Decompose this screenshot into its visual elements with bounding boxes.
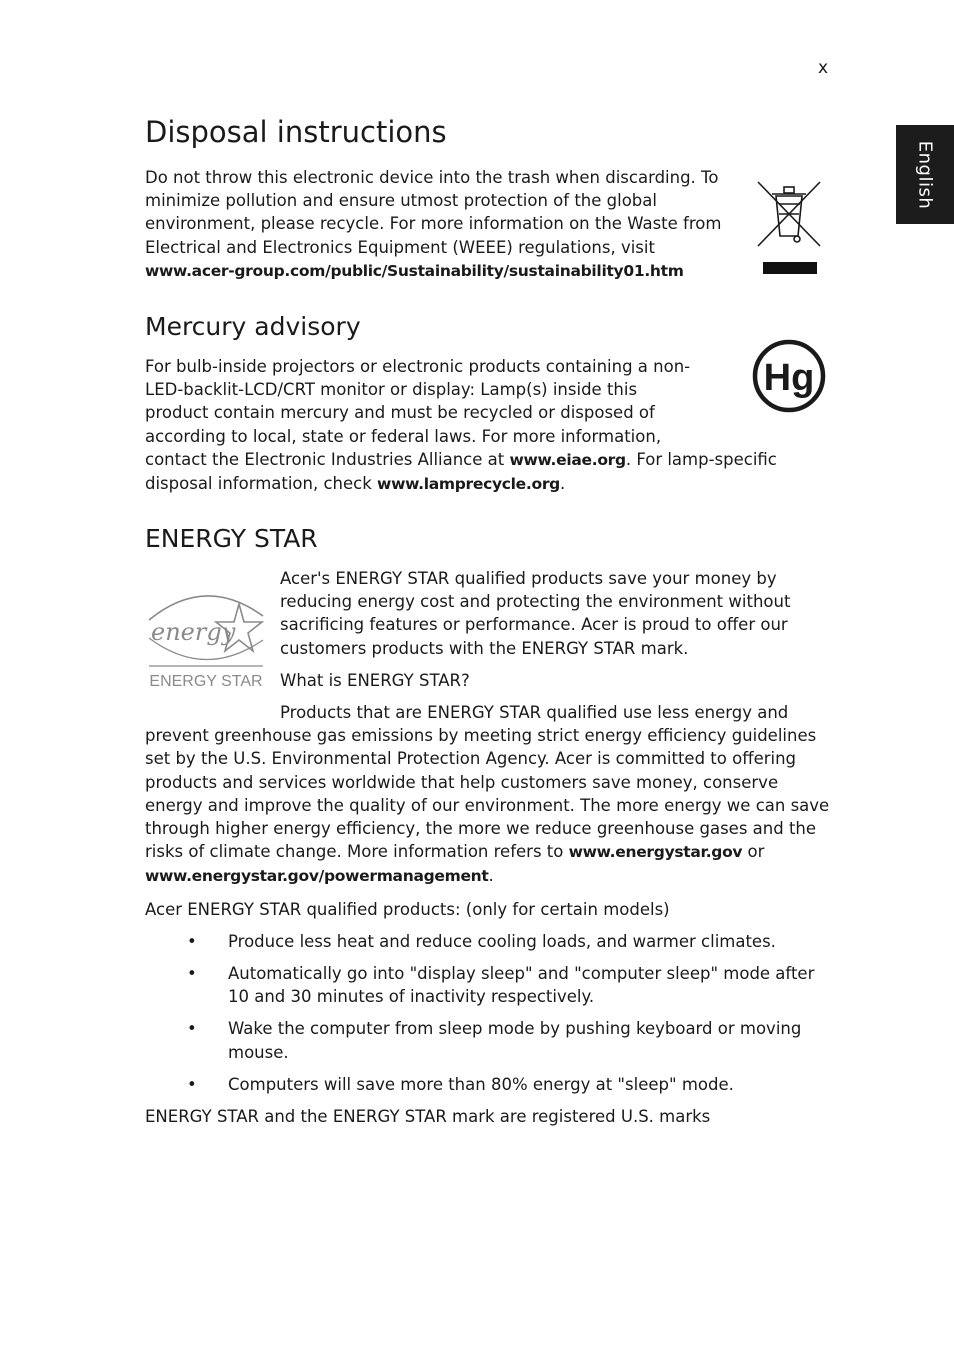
list-item: • Produce less heat and reduce cooling loads, and warmer climates. [145,930,835,953]
list-item: • Wake the computer from sleep mode by pushing keyboard or moving mouse. [145,1017,835,1063]
energy-star-footer: ENERGY STAR and the ENERGY STAR mark are registered U.S. marks [145,1107,711,1127]
energystar-powermanagement-link[interactable]: www.energystar.gov/powermanagement [145,867,489,886]
energy-star-qualified-heading: Acer ENERGY STAR qualified products: (only for certain models) [145,899,670,919]
energystar-link[interactable]: www.energystar.gov [568,843,743,862]
mercury-body-3: . [559,474,566,494]
list-item: • Computers will save more than 80% energy at "sleep" mode. [145,1073,835,1096]
disposal-text [145,166,735,283]
mercury-hg-icon [751,338,827,414]
energy-star-period: . [488,866,494,886]
list-item: • Automatically go into "display sleep" and "computer sleep" mode after 10 and 30 minutes of inactivity respectively. [145,962,835,1008]
page-number: x [818,58,829,78]
mercury-body-2: . For lamp-specific disposal information, check [145,449,777,494]
mercury-section [145,355,805,496]
mercury-icon-label: Hg [763,357,815,399]
weee-crossed-bin-icon [752,178,826,276]
language-tab [896,125,954,224]
disposal-link[interactable]: www.acer-group.com/public/Sustainability/sustainability01.htm [145,261,684,280]
energy-star-logo [145,580,267,692]
disposal-section [145,166,735,283]
energy-star-title: ENERGY STAR [145,524,318,553]
energy-star-intro-block [280,567,830,692]
energy-star-answer-first: Products that are ENERGY STAR qualified use less energy and [280,703,789,722]
energy-star-intro: Acer's ENERGY STAR qualified products save your money by reducing energy cost and protecting the environment without sacrificing features or performance. Acer is proud to offer our customers products with the ENERGY STAR mark. [280,569,791,658]
energy-star-bullet-list [145,930,835,1096]
energy-star-answer [145,724,835,888]
energy-star-or: or [747,842,765,862]
mercury-link-lamprecycle[interactable]: www.lamprecycle.org [377,475,560,494]
mercury-link-eiae[interactable]: www.eiae.org [509,450,626,469]
energy-star-body [145,701,835,1128]
energy-star-question: What is ENERGY STAR? [280,670,470,690]
disposal-title: Disposal instructions [145,115,447,149]
language-tab-label: English [914,140,936,209]
disposal-body: Do not throw this electronic device into the trash when discarding. To minimize pollution and ensure utmost protection of the global environment, please recycle. For more information on the Waste from Electrical and Electronics Equipment (WEEE) regulations, visit [145,168,722,257]
mercury-body-1: For bulb-inside projectors or electronic products containing a non-LED-backlit-LCD/CRT monitor or display: Lamp(s) inside this product contain mercury and must be recycled or disposed of according to local, state or federal laws. For more information, contact the Electronic Industries Alliance at [145,357,691,469]
energy-star-logo-script: energy [151,618,236,646]
mercury-title: Mercury advisory [145,312,361,341]
energy-star-answer-rest: prevent greenhouse gas emissions by meeting strict energy efficiency guidelines set by the U.S. Environmental Protection Agency. Acer is committed to offering products and services worldwide that help customers save money, conserve energy and improve the quality of our environment. The more energy we can save through higher energy efficiency, the more we reduce greenhouse gases and the risks of climate change. More information refers to [145,726,830,862]
energy-star-logo-caption: ENERGY STAR [149,673,263,690]
